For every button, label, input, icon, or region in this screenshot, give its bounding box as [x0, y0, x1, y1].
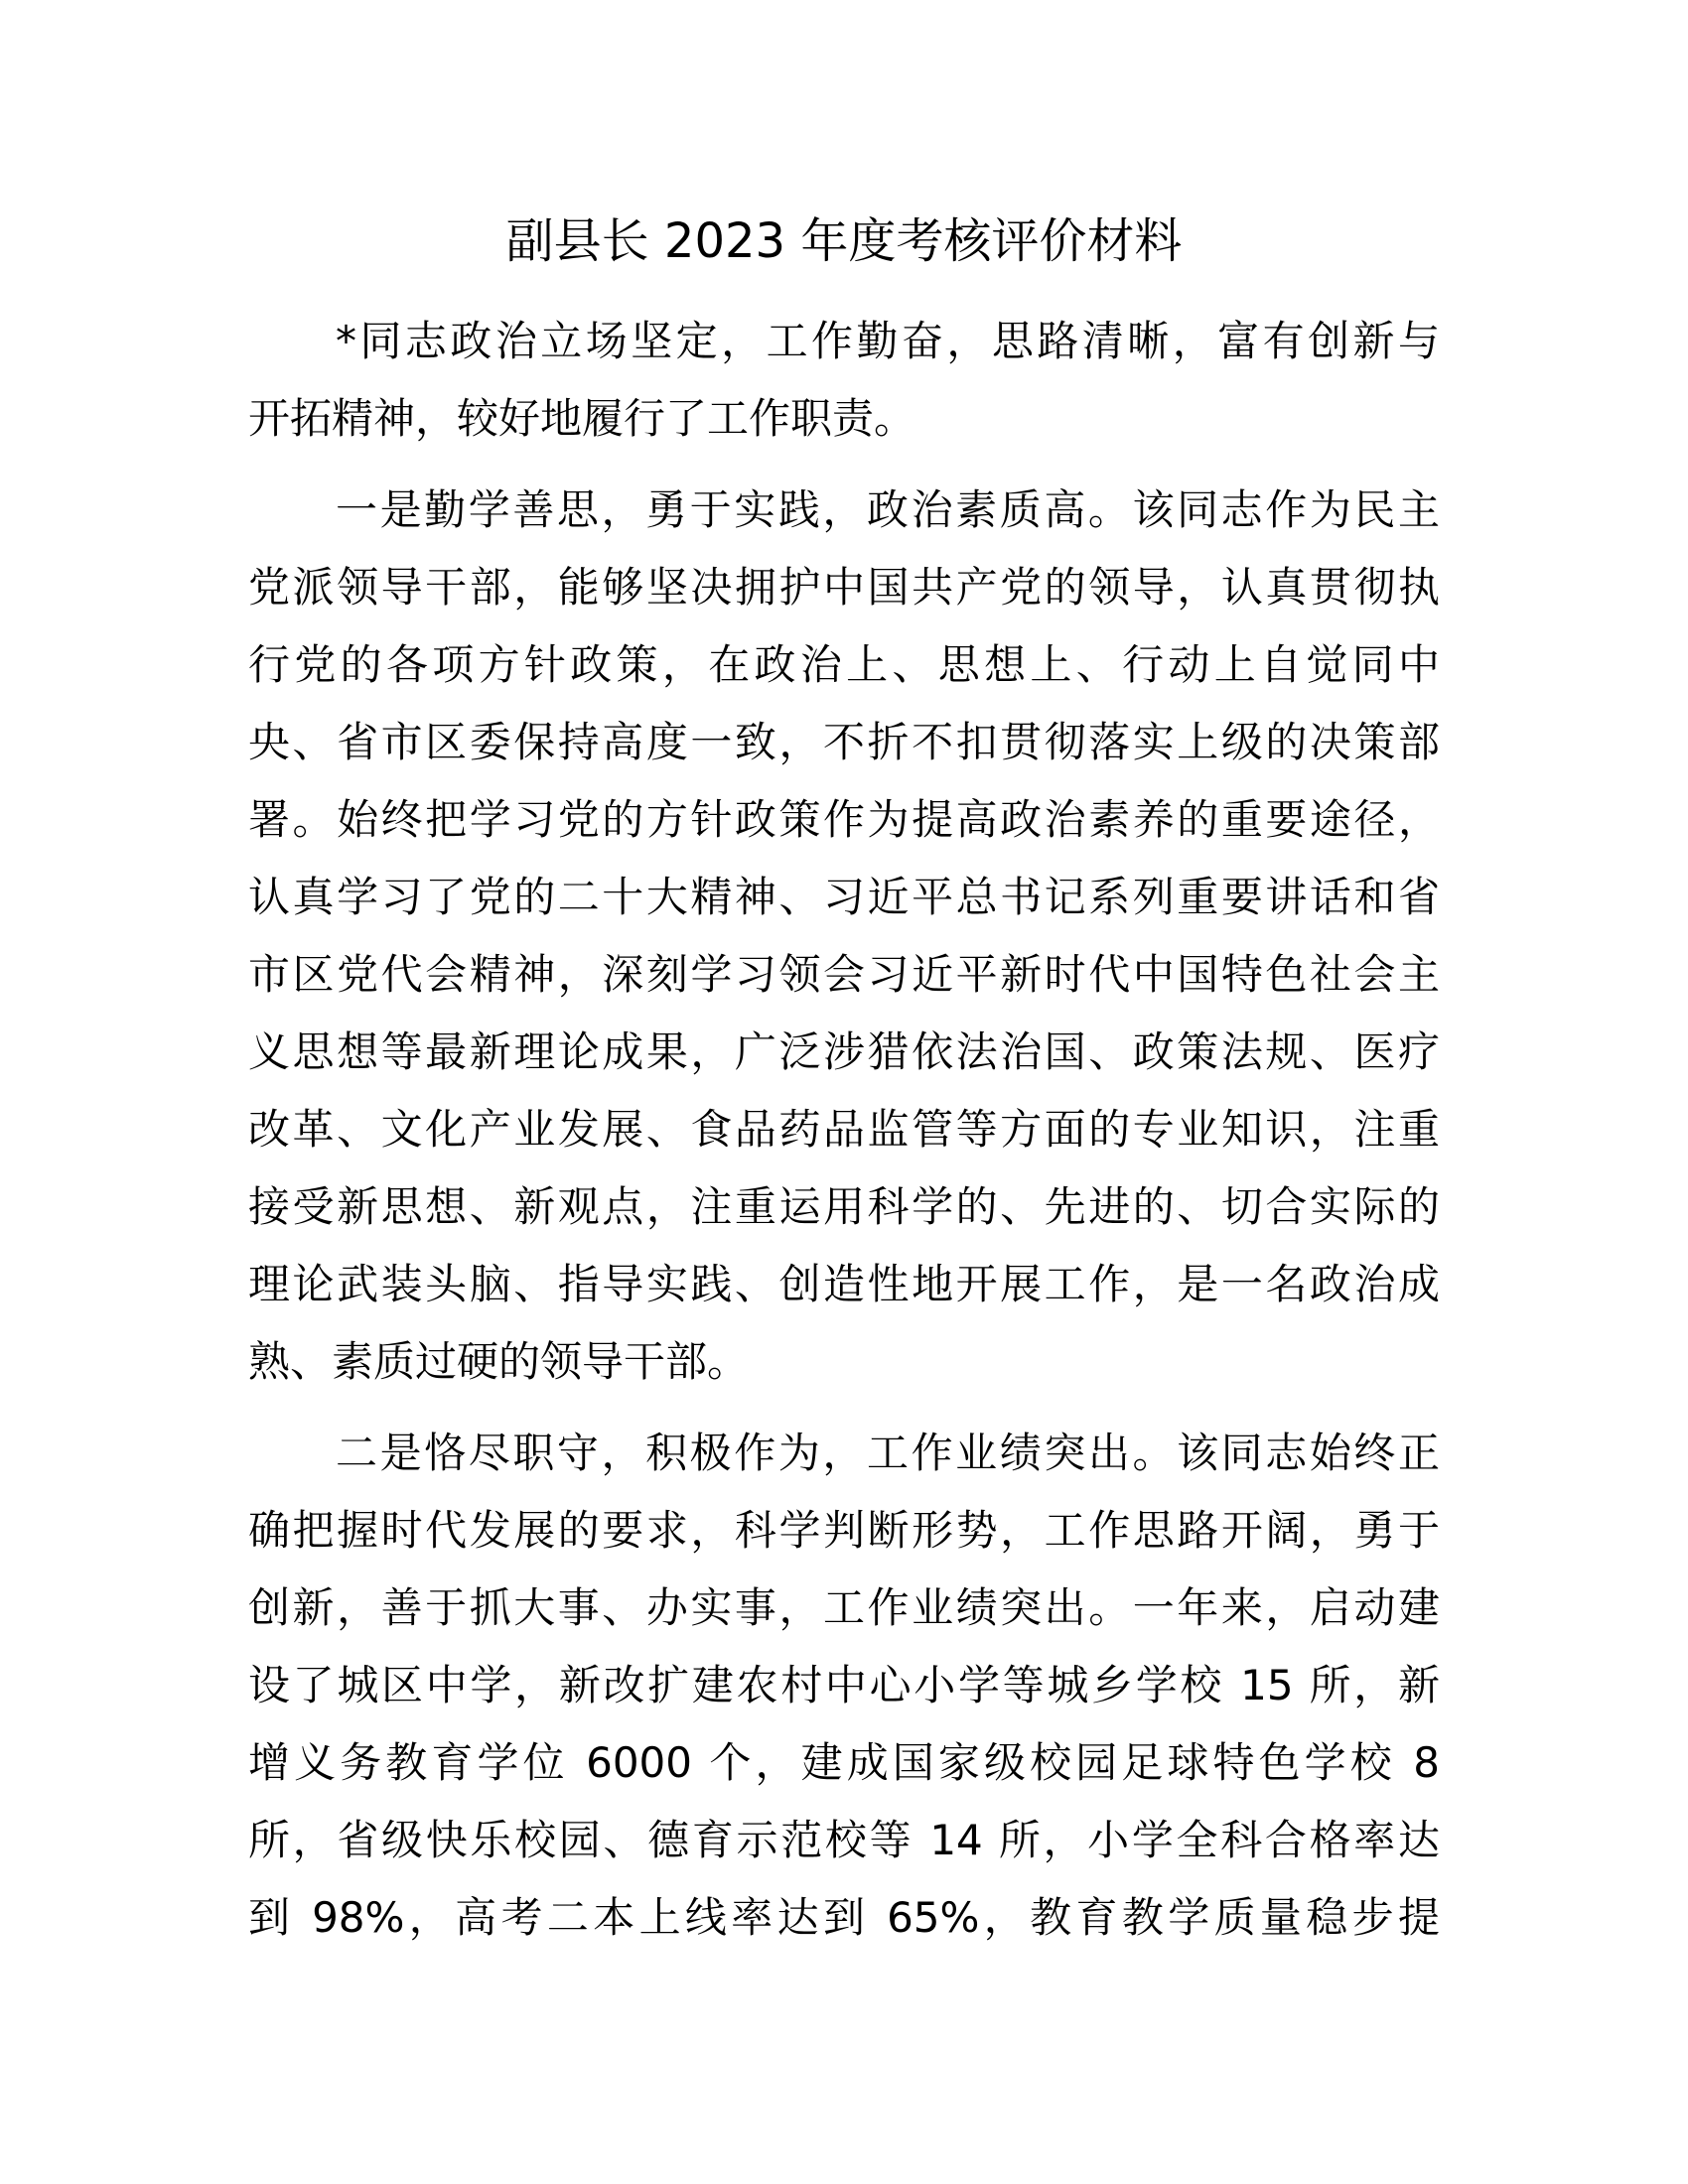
paragraph-intro	[248, 303, 1440, 458]
text-line: 央、省市区委保持高度一致，不折不扣贯彻落实上级的决策部	[248, 718, 1440, 766]
text-line: 二是恪尽职守，积极作为，工作业绩突出。该同志始终正	[336, 1429, 1440, 1477]
text-line: 增义务教育学位 6000 个，建成国家级校园足球特色学校 8	[248, 1738, 1440, 1787]
text-line: 所，省级快乐校园、德育示范校等 14 所，小学全科合格率达	[248, 1816, 1440, 1864]
paragraph-political-quality	[248, 472, 1440, 1401]
text-line: 理论武装头脑、指导实践、创造性地开展工作，是一名政治成	[248, 1260, 1440, 1308]
text-line: 开拓精神，较好地履行了工作职责。	[248, 394, 916, 443]
text-line: 认真学习了党的二十大精神、习近平总书记系列重要讲话和省	[248, 873, 1440, 921]
document-title: 副县长 2023 年度考核评价材料	[505, 213, 1183, 269]
text-line: 到 98%，高考二本上线率达到 65%，教育教学质量稳步提	[248, 1893, 1440, 1942]
text-line: 接受新思想、新观点，注重运用科学的、先进的、切合实际的	[248, 1182, 1440, 1231]
text-line: 署。始终把学习党的方针政策作为提高政治素养的重要途径，	[248, 795, 1440, 844]
text-line: 熟、素质过硬的领导干部。	[248, 1337, 750, 1386]
document-body	[248, 303, 1440, 1971]
text-line: 党派领导干部，能够坚决拥护中国共产党的领导，认真贯彻执	[248, 563, 1440, 612]
text-line: 创新，善于抓大事、办实事，工作业绩突出。一年来，启动建	[248, 1583, 1440, 1632]
text-line: 确把握时代发展的要求，科学判断形势，工作思路开阔，勇于	[248, 1506, 1440, 1555]
text-line: 市区党代会精神，深刻学习领会习近平新时代中国特色社会主	[248, 950, 1440, 999]
text-line: 一是勤学善思，勇于实践，政治素质高。该同志作为民主	[336, 485, 1440, 534]
text-line: 义思想等最新理论成果，广泛涉猎依法治国、政策法规、医疗	[248, 1027, 1440, 1076]
paragraph-work-performance	[248, 1415, 1440, 1957]
text-line: 设了城区中学，新改扩建农村中心小学等城乡学校 15 所，新	[248, 1661, 1440, 1709]
text-line: 行党的各项方针政策，在政治上、思想上、行动上自觉同中	[248, 640, 1440, 689]
text-line: 改革、文化产业发展、食品药品监管等方面的专业知识，注重	[248, 1105, 1440, 1154]
text-line: *同志政治立场坚定，工作勤奋，思路清晰，富有创新与	[336, 317, 1440, 365]
